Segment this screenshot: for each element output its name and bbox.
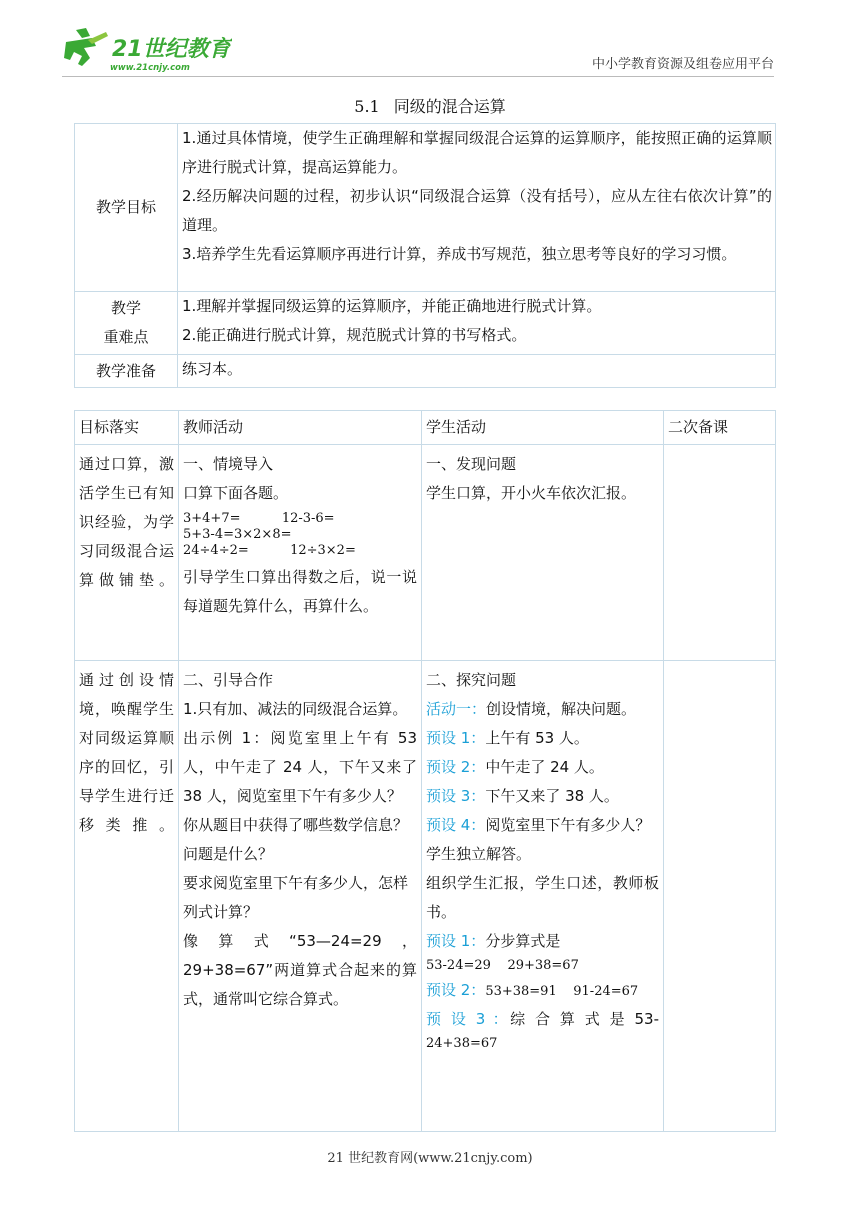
section-title: 二、引导合作 (183, 671, 274, 689)
prep-label: 教学准备 (75, 355, 178, 388)
key-points-row (75, 292, 776, 355)
preset-label: 预设 3： (426, 787, 486, 805)
activity-header-row (75, 411, 776, 445)
key-label-line: 教学 (110, 299, 141, 317)
teacher-question: 像算式“53—24=29，29+38=67”两道算式合起来的算式，通常叫它综合算式。 (183, 932, 417, 1008)
section-goal: 通过口算，激活学生已有知识经验，为学习同级混合运算做铺垫。 (75, 445, 179, 661)
prep-row (75, 355, 776, 388)
calc-line: 3+4+7= 12-3-6= (183, 511, 335, 526)
teacher-activity (179, 661, 422, 1132)
preset-label: 预设 4： (426, 816, 486, 834)
preset-calc: 24+38=67 (426, 1036, 498, 1051)
preset-label: 预设 2： (426, 981, 486, 999)
student-activity (422, 445, 664, 661)
key-points-cell (178, 292, 776, 355)
page-footer: 21 世纪教育网(www.21cnjy.com) (327, 1151, 533, 1166)
preset-text: 综 合 算 式 是 53- (510, 1010, 659, 1028)
preset-calc: 53-24=29 29+38=67 (426, 958, 579, 973)
lesson-title: 同级的混合运算 (393, 97, 506, 116)
site-logo (62, 26, 232, 76)
preset-line (426, 976, 659, 1005)
runner-icon (64, 28, 108, 66)
logo-text: 21世纪教育 (112, 37, 231, 62)
platform-name: 中小学教育资源及组卷应用平台 (591, 57, 774, 72)
section-row (75, 445, 776, 661)
teacher-question: 你从题目中获得了哪些数学信息？ (183, 816, 409, 834)
student-report: 组织学生汇报，学生口述，教师板书。 (426, 874, 659, 921)
goal-item: 2.经历解决问题的过程，初步认识“同级混合运算（没有括号），应从左往右依次计算”的道理。 (182, 187, 772, 234)
preset-text: 上午有 53 人。 (485, 729, 589, 747)
goals-cell (178, 124, 776, 292)
header-goal: 目标落实 (75, 411, 179, 445)
calc-line: 5+3-4=3×2×8= (183, 527, 292, 542)
revision-cell (664, 661, 776, 1132)
student-activity (422, 661, 664, 1132)
student-text: 学生口算，开小火车依次汇报。 (426, 484, 637, 502)
preset-text: 阅览室里下午有多少人？ (485, 816, 651, 834)
key-point-item: 2.能正确进行脱式计算，规范脱式计算的书写格式。 (182, 326, 527, 344)
teacher-question: 问题是什么？ (183, 845, 274, 863)
activity-line (426, 695, 659, 724)
header-revision: 二次备课 (664, 411, 776, 445)
preset-calc: 53+38=91 91-24=67 (485, 984, 639, 999)
preset-line (426, 782, 659, 811)
preset-text: 下午又来了 38 人。 (485, 787, 619, 805)
preset-label: 预设 2： (426, 758, 486, 776)
calc-line: 24÷4÷2= 12÷3×2= (183, 543, 356, 558)
header-student: 学生活动 (422, 411, 664, 445)
prep-value: 练习本。 (178, 355, 776, 388)
lesson-info-table (74, 123, 776, 388)
teacher-sub: 1.只有加、减法的同级混合运算。 (183, 700, 408, 718)
preset-line (426, 753, 659, 782)
preset-label: 预 设 3 ： (426, 1010, 511, 1028)
teacher-intro: 口算下面各题。 (183, 484, 289, 502)
header-teacher: 教师活动 (179, 411, 422, 445)
goal-item: 1.通过具体情境，使学生正确理解和掌握同级混合运算的运算顺序，能按照正确的运算顺序进行脱式计算，提高运算能力。 (182, 129, 772, 176)
teacher-example: 出示例 1：阅览室里上午有 53 人，中午走了 24 人，下午又来了 38 人，阅览室里下午有多少人？ (183, 729, 417, 805)
teacher-text: 引导学生口算出得数之后，说一说每道题先算什么，再算什么。 (183, 568, 417, 615)
student-solve: 学生独立解答。 (426, 845, 532, 863)
key-points-label (75, 292, 178, 355)
preset-label: 预设 1： (426, 729, 486, 747)
header-divider (62, 76, 774, 77)
goals-label: 教学目标 (75, 124, 178, 292)
section-title: 一、情境导入 (183, 455, 274, 473)
teacher-activity (179, 445, 422, 661)
key-point-item: 1.理解并掌握同级运算的运算顺序，并能正确地进行脱式计算。 (182, 297, 602, 315)
lesson-number: 5.1 (354, 97, 380, 116)
preset-label: 预设 1： (426, 932, 486, 950)
preset-line (426, 811, 659, 840)
goal-item: 3.培养学生先看运算顺序再进行计算，养成书写规范，独立思考等良好的学习习惯。 (182, 245, 737, 263)
teacher-question: 要求阅览室里下午有多少人，怎样列式计算？ (183, 874, 409, 921)
preset-text: 中午走了 24 人。 (485, 758, 604, 776)
preset-line (426, 1005, 659, 1034)
preset-text: 分步算式是 (485, 932, 561, 950)
activity-text: 创设情境，解决问题。 (486, 700, 637, 718)
preset-line (426, 724, 659, 753)
key-label-line: 重难点 (103, 328, 149, 346)
activity-label: 活动一： (426, 700, 487, 718)
section-goal: 通过创设情境，唤醒学生对同级运算顺序的回忆，引导学生进行迁移类推。 (75, 661, 179, 1132)
activity-table (74, 410, 776, 1132)
section-title: 二、探究问题 (426, 671, 517, 689)
section-row (75, 661, 776, 1132)
preset-line (426, 927, 659, 956)
goals-row (75, 124, 776, 292)
revision-cell (664, 445, 776, 661)
section-title: 一、发现问题 (426, 455, 517, 473)
page-title (0, 94, 860, 117)
logo-url: www.21cnjy.com (110, 63, 190, 73)
